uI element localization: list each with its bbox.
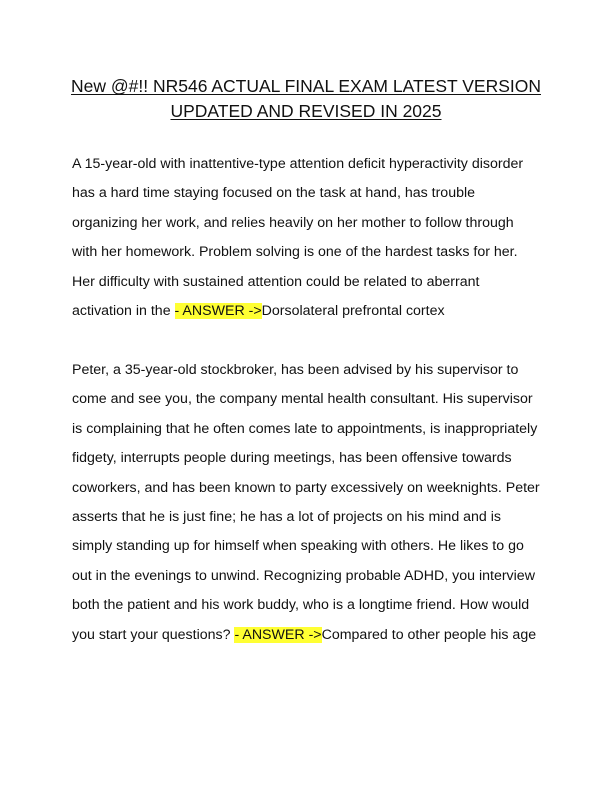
answer-text: Compared to other people his age xyxy=(321,626,537,643)
answer-text: Dorsolateral prefrontal cortex xyxy=(261,303,445,320)
answer-marker-highlight: - ANSWER -> xyxy=(234,626,322,643)
question-answer-item xyxy=(72,150,542,326)
question-text: Peter, a 35-year-old stockbroker, has been advised by his supervisor to come and see you, the company mental health consultant. His supervisor is complaining that he often comes late to appointments, is inappropriately fidgety, interrupts people during meetings, has been offensive towards coworkers, and has been known to party excessively on weeknights. Peter asserts that he is just fine; he has a lot of projects on his mind and is simply standing up for himself when speaking with others. He likes to go out in the evenings to unwind. Recognizing probable ADHD, you interview both the patient and his work buddy, who is a longtime friend. How would you start your questions? xyxy=(72,362,540,643)
question-text: A 15-year-old with inattentive-type attention deficit hyperactivity disorder has a hard time staying focused on the task at hand, has trouble organizing her work, and relies heavily on her mother to follow through with her homework. Problem solving is one of the hardest tasks for her. Her difficulty with sustained attention could be related to aberrant activation in the xyxy=(72,156,524,320)
document-title: New @#!! NR546 ACTUAL FINAL EXAM LATEST VERSION UPDATED AND REVISED IN 2025 xyxy=(71,76,541,121)
answer-marker-highlight: - ANSWER -> xyxy=(174,303,262,320)
question-answer-item xyxy=(72,356,542,650)
